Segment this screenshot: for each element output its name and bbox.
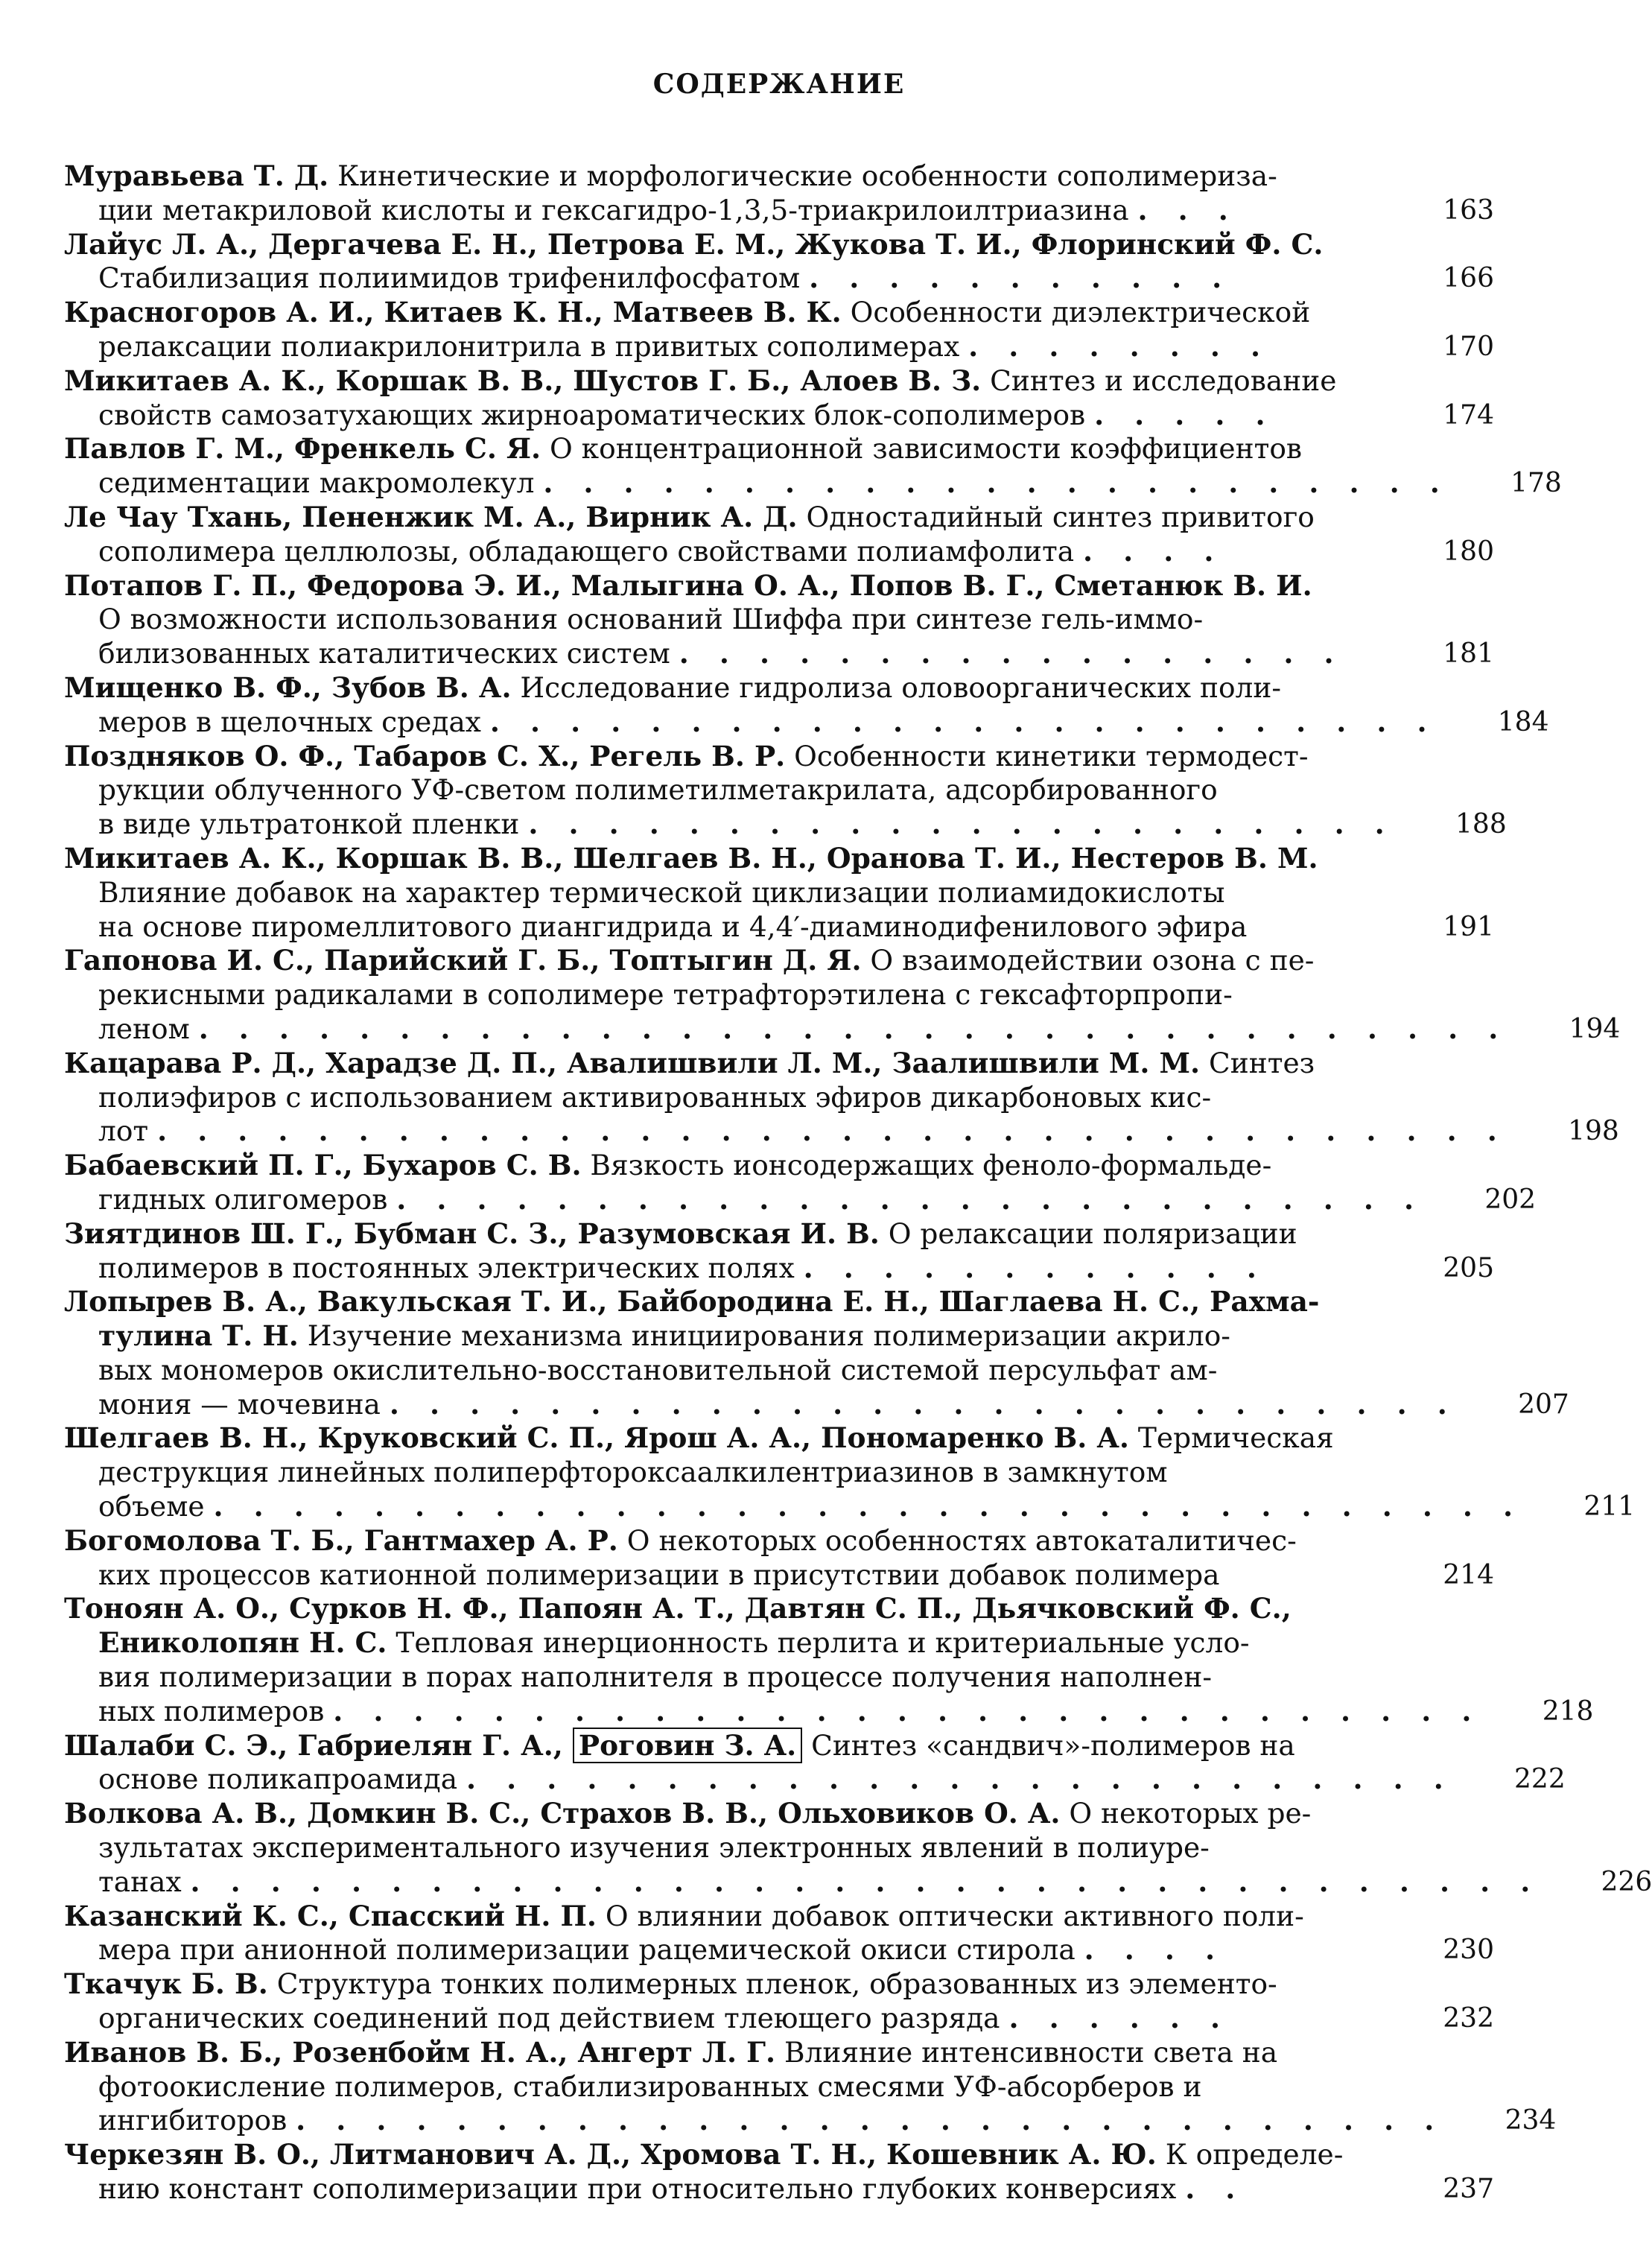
toc-entry <box>64 432 1562 501</box>
entry-author-framed: Роговин З. А. <box>573 1728 802 1763</box>
dot-leader: . . . . <box>1083 534 1224 568</box>
toc-entry-line <box>64 1081 1508 1115</box>
toc-entry-text <box>64 296 1412 364</box>
entry-authors: Казанский К. С., Спасский Н. П. <box>64 1899 597 1932</box>
entry-title: мера при анионной полимеризации рацемической окиси стирола <box>98 1933 1076 1967</box>
entry-title: К определе- <box>1156 2138 1344 2172</box>
toc-entry-line <box>64 399 1382 433</box>
toc-entry-line <box>64 1695 1481 1729</box>
page-number: 163 <box>1443 194 1494 226</box>
toc-entry-text <box>64 671 1467 740</box>
toc-entry-line <box>64 1558 1382 1593</box>
entry-title: О возможности использования оснований Шиффа при синтезе гель-иммо- <box>98 603 1204 636</box>
toc-entry-text <box>64 1797 1570 1899</box>
entry-title: Влияние интенсивности света на <box>775 2035 1278 2069</box>
dot-leader: . . . . . . . . . . . . . . . . . . . . . . . . . . . <box>389 1387 1458 1421</box>
dot-leader: . . <box>1185 2172 1246 2206</box>
toc-entry-line <box>64 1592 1481 1626</box>
entry-title: ких процессов катионной полимеризации в присутствии добавок полимера <box>98 1558 1220 1591</box>
entry-title: Изучение механизма инициирования полимеризации акрило- <box>298 1319 1230 1353</box>
entry-authors: Волкова А. В., Домкин В. С., Страхов В. В., Ольховиков О. А. <box>64 1797 1061 1830</box>
entry-title: органических соединений под действием тлеющего разряда <box>98 2002 1000 2035</box>
entry-title: Исследование гидролиза оловоорганических поли- <box>511 670 1282 704</box>
entry-title: мония — мочевина <box>98 1387 381 1421</box>
entry-title: Синтез <box>1200 1046 1315 1079</box>
entry-title: сополимера целлюлозы, обладающего свойствами полиамфолита <box>98 534 1075 568</box>
toc-entry-line <box>64 978 1508 1012</box>
page-number: 237 <box>1443 2174 1494 2205</box>
toc-entry-text <box>64 159 1412 228</box>
toc-entry <box>64 1797 1652 1899</box>
toc-entry-line <box>64 1354 1458 1388</box>
toc-entry <box>64 501 1494 569</box>
dot-leader: . . . . . . . . . . . . . . . . . <box>679 637 1344 670</box>
toc-entry-text <box>64 364 1412 433</box>
toc-entry-text <box>64 1047 1537 1149</box>
toc-entry-line <box>64 1252 1382 1286</box>
toc-entry-line <box>64 740 1395 774</box>
entry-title: меров в щелочных средах <box>98 705 481 738</box>
page-number: 181 <box>1443 638 1494 670</box>
toc-entry-line <box>64 1421 1523 1456</box>
toc-entry-line <box>64 2070 1444 2104</box>
toc-entry <box>64 670 1549 740</box>
entry-title: Стабилизация полиимидов трифенилфосфатом <box>98 261 801 295</box>
entry-authors: Ле Чау Тхань, Пененжик М. А., Вирник А. Д. <box>64 500 798 533</box>
page-title: СОДЕРЖАНИЕ <box>652 69 906 100</box>
page-number: 184 <box>1497 706 1549 737</box>
page-number: 207 <box>1518 1389 1569 1420</box>
dot-leader: . . . . . . . . . . . . . . . . . . . . . . . . . <box>466 1763 1454 1796</box>
entry-authors: Зиятдинов Ш. Г., Бубман С. З., Разумовская И. В. <box>64 1216 880 1250</box>
entry-authors: Муравьева Т. Д. <box>64 159 329 192</box>
toc-entry-text <box>64 1592 1511 1728</box>
toc-entry <box>64 1900 1494 1968</box>
toc-entry-line <box>64 1388 1458 1422</box>
entry-title: ции метакриловой кислоты и гексагидро-1,3,5-триакрилоилтриазина <box>98 193 1129 226</box>
toc-entry <box>64 1524 1494 1593</box>
toc-entry-line <box>64 1524 1382 1558</box>
toc-entry-text <box>64 1900 1412 1968</box>
entry-title: в виде ультратонкой пленки <box>98 808 520 841</box>
toc-entry <box>64 1149 1537 1217</box>
entry-title: О некоторых ре- <box>1060 1797 1312 1830</box>
entry-authors: Красногоров А. И., Китаев К. Н., Матвеев В. К. <box>64 296 842 329</box>
entry-title: нию констант сополимеризации при относительно глубоких конверсиях <box>98 2172 1177 2206</box>
dot-leader: . . . . . . . . . . . . <box>803 1251 1267 1284</box>
toc-entry <box>64 296 1494 364</box>
entry-title: Кинетические и морфологические особенности сополимериза- <box>328 159 1277 192</box>
toc-entry-line <box>64 1285 1458 1319</box>
entry-authors: Павлов Г. М., Френкель С. Я. <box>64 432 541 466</box>
entry-title: рукции облученного УФ-светом полиметилметакрилата, адсорбированного <box>98 773 1218 807</box>
entry-title: Тепловая инерционность перлита и критериальные усло- <box>387 1626 1250 1660</box>
toc-entry <box>64 1421 1636 1523</box>
toc-entry-line <box>64 2036 1444 2070</box>
toc-entry-text <box>64 1217 1412 1286</box>
entry-title: релаксации полиакрилонитрила в привитых сополимерах <box>98 329 960 363</box>
page-number: 194 <box>1569 1013 1621 1044</box>
toc-entry-text <box>64 740 1425 842</box>
toc-entry-line <box>64 466 1450 501</box>
entry-authors: Ениколопян Н. С. <box>98 1626 387 1660</box>
toc-entry-line <box>64 842 1382 876</box>
toc-entry-line <box>64 2138 1382 2172</box>
page-number: 170 <box>1443 331 1494 362</box>
toc-entry-line <box>64 1183 1424 1217</box>
toc-entry-text <box>64 501 1412 569</box>
entry-title: объеме <box>98 1490 205 1523</box>
toc-entry-line <box>64 1797 1540 1831</box>
page-number: 230 <box>1443 1935 1494 1966</box>
toc-entry-text <box>64 2138 1412 2207</box>
toc-entry-line <box>64 569 1382 603</box>
toc-entry-line <box>64 1763 1454 1797</box>
entry-title: Одностадийный синтез привитого <box>797 500 1315 533</box>
dot-leader: . . . . . . <box>1008 2002 1231 2035</box>
toc-entry <box>64 1728 1566 1798</box>
toc-entry-line <box>64 2172 1382 2207</box>
toc-entry <box>64 569 1494 671</box>
entry-authors: Микитаев А. К., Коршак В. В., Шелгаев В. Н., Оранова Т. И., Нестеров В. М. <box>64 841 1318 875</box>
entry-authors: Лайус Л. А., Дергачева Е. Н., Петрова Е. М., Жукова Т. И., Флоринский Ф. С. <box>64 227 1324 261</box>
entry-title: свойств самозатухающих жирноароматических блок-сополимеров <box>98 398 1086 431</box>
page-number: 214 <box>1443 1559 1494 1590</box>
toc-entry-line <box>64 1217 1382 1252</box>
toc-entry-line <box>64 194 1382 228</box>
toc-entry-line <box>64 1660 1481 1695</box>
entry-title: Синтез и исследование <box>981 364 1337 397</box>
entry-authors: Шелгаев В. Н., Круковский С. П., Ярош А. А., Пономаренко В. А. <box>64 1421 1129 1455</box>
toc-entry-line <box>64 1490 1523 1524</box>
toc-entry-line <box>64 261 1382 296</box>
entry-authors: Иванов В. Б., Розенбойм Н. А., Ангерт Л. Г. <box>64 2035 776 2069</box>
dot-leader: . . . . . . . . . . . . . . . . . . . . . . . . <box>489 705 1437 738</box>
toc-entry-text <box>64 1285 1487 1421</box>
toc-entry-text <box>64 432 1480 501</box>
dot-leader: . . . . . . . . . . . . . . . . . . . . . . . . . . . . . . . . . <box>198 1012 1509 1045</box>
toc-entry-line <box>64 1729 1454 1763</box>
toc-entry-line <box>64 1114 1508 1149</box>
entry-authors: Шалаби С. Э., Габриелян Г. А., <box>64 1728 573 1762</box>
entry-title: О влиянии добавок оптически активного поли- <box>596 1899 1304 1932</box>
page-number: 174 <box>1443 399 1494 431</box>
entry-authors: Микитаев А. К., Коршак В. В., Шустов Г. Б., Алоев В. З. <box>64 364 982 397</box>
toc-entry-line <box>64 944 1508 978</box>
toc-entry-line <box>64 296 1382 330</box>
entry-title: лот <box>98 1114 149 1148</box>
page-number: 226 <box>1601 1866 1652 1897</box>
toc-entry-line <box>64 535 1382 569</box>
page-number: 166 <box>1443 263 1494 294</box>
toc-entry-line <box>64 501 1382 535</box>
toc-entry-line <box>64 1933 1382 1967</box>
entry-title: Особенности диэлектрической <box>841 296 1311 329</box>
entry-title: Особенности кинетики термодест- <box>785 739 1309 773</box>
dot-leader: . . . . . . . . . . . . . . . . . . . . . . . . . . . . . <box>296 2104 1445 2137</box>
toc-entry-line <box>64 2104 1444 2138</box>
page-number: 234 <box>1505 2105 1557 2136</box>
toc-entry-line <box>64 671 1437 705</box>
toc-entry-line <box>64 1047 1508 1081</box>
toc-entry <box>64 1285 1569 1421</box>
entry-title: Термическая <box>1128 1421 1334 1455</box>
dot-leader: . . . . <box>1084 1933 1226 1967</box>
toc-entry <box>64 2138 1494 2207</box>
dot-leader: . . . . . . . . . . . <box>809 261 1233 295</box>
toc-entry <box>64 2035 1557 2138</box>
toc-list <box>64 159 1652 2207</box>
toc-entry-line <box>64 1012 1508 1047</box>
toc-entry <box>64 1967 1494 2036</box>
toc-entry-text <box>64 944 1538 1046</box>
toc-entry-line <box>64 1967 1382 2002</box>
dot-leader: . . . . . . . . . . . . . . . . . . . . . . . . . . . . . . . . . . <box>157 1114 1508 1148</box>
entry-authors: Ткачук Б. В. <box>64 1967 268 2001</box>
toc-entry <box>64 842 1494 944</box>
entry-title: деструкция линейных полиперфтороксаалкилентриазинов в замкнутом <box>98 1456 1168 1489</box>
entry-title: леном <box>98 1012 190 1045</box>
toc-entry-text <box>64 569 1412 671</box>
dot-leader: . . . . . . . . <box>968 329 1271 363</box>
entry-title: Синтез «сандвич»-полимеров на <box>802 1728 1295 1762</box>
dot-leader: . . . . . . . . . . . . . . . . . . . . . . . . . . . . . <box>333 1694 1482 1728</box>
entry-title: основе поликапроамида <box>98 1763 458 1796</box>
toc-entry-line <box>64 773 1395 808</box>
entry-authors: Богомолова Т. Б., Гантмахер А. Р. <box>64 1523 618 1557</box>
entry-title: ных полимеров <box>98 1694 325 1728</box>
page-number: 178 <box>1510 468 1562 499</box>
entry-title: фотоокисление полимеров, стабилизированных смесями УФ-абсорберов и <box>98 2069 1202 2103</box>
toc-entry <box>64 739 1507 842</box>
page-number: 218 <box>1542 1695 1594 1727</box>
entry-title: вия полимеризации в порах наполнителя в процессе получения наполнен- <box>98 1660 1213 1694</box>
toc-entry-text <box>64 842 1412 944</box>
entry-title: О концентрационной зависимости коэффициентов <box>541 432 1303 466</box>
dot-leader: . . . . . . . . . . . . . . . . . . . . . . . <box>543 466 1450 500</box>
page-number: 198 <box>1568 1116 1619 1147</box>
toc-entry-line <box>64 432 1450 466</box>
toc-entry-line <box>64 364 1382 399</box>
toc-entry <box>64 364 1494 433</box>
page-number: 232 <box>1443 2003 1494 2034</box>
toc-entry-line <box>64 637 1382 671</box>
entry-authors: тулина Т. Н. <box>98 1319 299 1353</box>
toc-entry-line <box>64 910 1382 945</box>
toc-entry-line <box>64 808 1395 842</box>
page-number: 188 <box>1455 809 1507 840</box>
toc-entry-text <box>64 1729 1484 1798</box>
toc-entry <box>64 1217 1494 1286</box>
entry-authors: Гапонова И. С., Парийский Г. Б., Топтыгин Д. Я. <box>64 944 862 977</box>
entry-title: рекисными радикалами в сополимере тетрафторэтилена с гексафторпропи- <box>98 978 1233 1012</box>
page-number: 211 <box>1583 1491 1636 1523</box>
entry-authors: Кацарава Р. Д., Харадзе Д. П., Авалишвили Л. М., Заалишвили М. М. <box>64 1046 1201 1079</box>
dot-leader: . . . . . . . . . . . . . . . . . . . . . . . . . . <box>396 1182 1425 1216</box>
dot-leader: . . . <box>1137 193 1239 226</box>
entry-title: на основе пиромеллитового диангидрида и 4,4′-диаминодифенилового эфира <box>98 910 1248 943</box>
toc-entry-line <box>64 1831 1540 1865</box>
entry-authors: Поздняков О. Ф., Табаров С. Х., Регель В. Р. <box>64 739 786 773</box>
page-number: 191 <box>1443 911 1494 942</box>
page-number: 180 <box>1443 536 1494 567</box>
toc-entry-text <box>64 1967 1412 2036</box>
toc-entry-text <box>64 1149 1454 1217</box>
entry-authors: Мищенко В. Ф., Зубов В. А. <box>64 670 512 704</box>
toc-entry <box>64 944 1621 1046</box>
entry-authors: Бабаевский П. Г., Бухаров С. В. <box>64 1149 582 1182</box>
entry-title: вых мономеров окислительно-восстановительной системой персульфат ам- <box>98 1353 1218 1386</box>
page-number: 222 <box>1514 1764 1566 1795</box>
dot-leader: . . . . . <box>1094 398 1276 431</box>
toc-entry-line <box>64 876 1382 910</box>
entry-authors: Потапов Г. П., Федорова Э. И., Малыгина О. А., Попов В. Г., Сметанюк В. И. <box>64 568 1312 602</box>
dot-leader: . . . . . . . . . . . . . . . . . . . . . . <box>528 808 1395 841</box>
toc-entry <box>64 1592 1594 1728</box>
entry-title: Структура тонких полимерных пленок, образованных из элементо- <box>267 1967 1277 2001</box>
entry-title: ингибиторов <box>98 2104 287 2137</box>
entry-title: О взаимодействии озона с пе- <box>861 944 1315 977</box>
toc-entry-line <box>64 1865 1540 1900</box>
entry-authors: Тоноян А. О., Сурков Н. Ф., Папоян А. Т., Давтян С. П., Дьячковский Ф. С., <box>64 1592 1292 1625</box>
toc-entry-line <box>64 159 1382 194</box>
entry-title: билизованных каталитических систем <box>98 637 670 670</box>
toc-entry-text <box>64 1421 1553 1523</box>
toc-entry <box>64 159 1494 228</box>
page-number: 202 <box>1484 1184 1537 1215</box>
entry-title: О релаксации поляризации <box>879 1216 1297 1250</box>
toc-entry-text <box>64 228 1412 296</box>
entry-title: О некоторых особенностях автокаталитичес- <box>617 1523 1297 1557</box>
toc-entry <box>64 228 1494 296</box>
toc-entry-line <box>64 1456 1523 1490</box>
dot-leader: . . . . . . . . . . . . . . . . . . . . . . . . . . . . . . . . . <box>213 1490 1524 1523</box>
entry-authors: Лопырев В. А., Вакульская Т. И., Байбородина Е. Н., Шаглаева Н. С., Рахма- <box>64 1285 1320 1319</box>
entry-title: полиэфиров с использованием активированных эфиров дикарбоновых кис- <box>98 1080 1212 1114</box>
toc-entry <box>64 1046 1619 1149</box>
toc-entry-line <box>64 330 1382 364</box>
entry-title: седиментации макромолекул <box>98 466 535 500</box>
entry-title: танах <box>98 1865 182 1898</box>
toc-entry-line <box>64 1626 1481 1660</box>
toc-entry-line <box>64 603 1382 637</box>
toc-entry-text <box>64 1524 1412 1593</box>
toc-entry-line <box>64 705 1437 740</box>
entry-title: Вязкость ионсодержащих феноло-формальде- <box>581 1149 1272 1182</box>
entry-title: зультатах экспериментального изучения электронных явлений в полиуре- <box>98 1831 1210 1865</box>
entry-authors: Черкезян В. О., Литманович А. Д., Хромова Т. Н., Кошевник А. Ю. <box>64 2138 1157 2172</box>
toc-entry-line <box>64 1319 1458 1354</box>
dot-leader: . . . . . . . . . . . . . . . . . . . . . . . . . . . . . . . . . . <box>190 1865 1541 1898</box>
toc-entry-line <box>64 228 1382 262</box>
entry-title: полимеров в постоянных электрических полях <box>98 1251 795 1284</box>
toc-entry-text <box>64 2036 1474 2138</box>
toc-entry-line <box>64 1900 1382 1934</box>
toc-entry-line <box>64 2002 1382 2036</box>
entry-title: Влияние добавок на характер термической циклизации полиамидокислоты <box>98 875 1225 909</box>
entry-title: гидных олигомеров <box>98 1182 388 1216</box>
page-number: 205 <box>1443 1252 1494 1284</box>
toc-entry-line <box>64 1149 1424 1183</box>
